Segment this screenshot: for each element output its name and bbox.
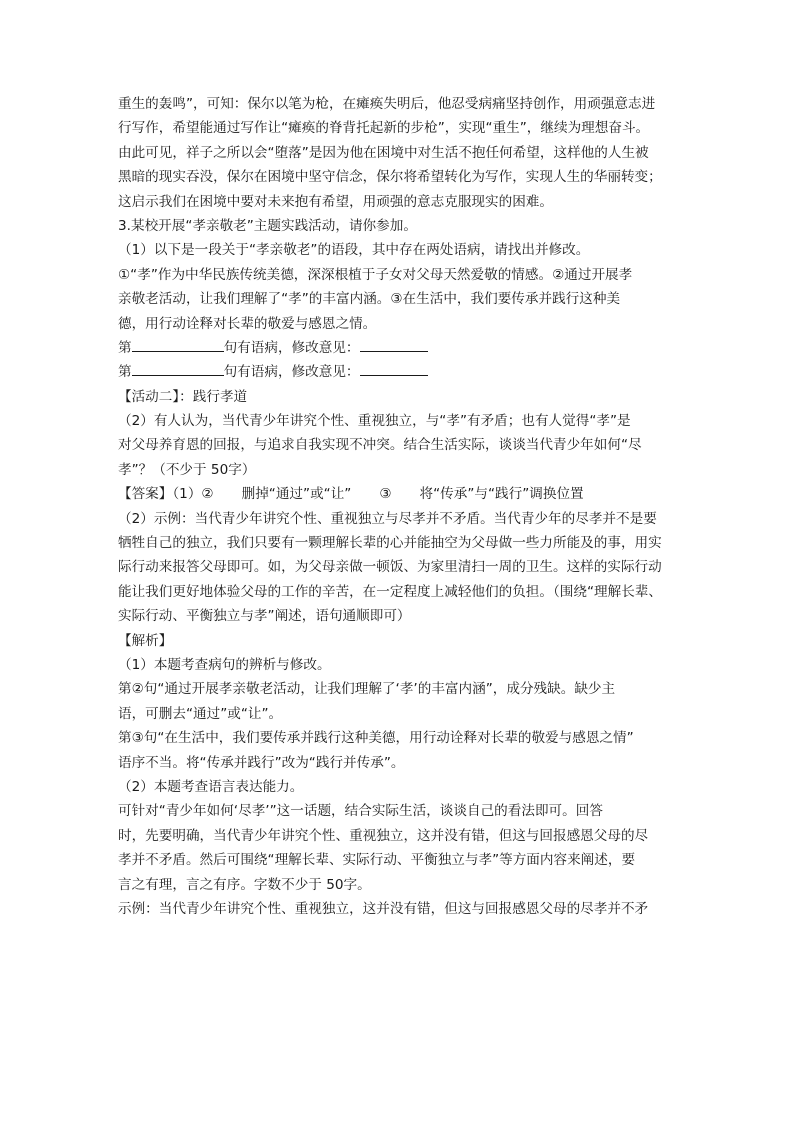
text-line: 语，可删去“通过”或“让”。	[118, 705, 283, 722]
fill-prefix: 第	[118, 339, 132, 356]
text-line: 孝并不矛盾。然后可围绕“理解长辈、实际行动、平衡独立与孝”等方面内容来阐述，要	[118, 852, 636, 869]
text-line: 德，用行动诠释对长辈的敬爱与感恩之情。	[118, 315, 377, 332]
answer-part: 将“传承”与“践行”调换位置	[419, 486, 584, 503]
text-line: 对父母养育恩的回报，与追求自我实现不冲突。结合生活实际，谈谈当代青少年如何“尽	[118, 437, 642, 454]
answer-blank[interactable]	[360, 361, 428, 376]
text-line: ①“孝”作为中华民族传统美德，深深根植于子女对父母天然爱敬的情感。②通过开展孝	[118, 266, 633, 283]
answer-line	[118, 482, 690, 506]
text-line: 由此可见，祥子之所以会“堕落”是因为他在困境中对生活不抱任何希望，这样他的人生被	[118, 144, 649, 161]
answer-blank[interactable]	[132, 337, 224, 352]
text-line: 亲敬老活动，让我们理解了“孝”的丰富内涵。③在生活中，我们要传承并践行这种美	[118, 291, 621, 308]
question-heading: 3.某校开展“孝亲敬老”主题实践活动，请你参加。	[118, 217, 417, 234]
answer-blank[interactable]	[360, 337, 428, 352]
answer-label: 【答案】	[118, 486, 173, 503]
text-line: （2）有人认为，当代青少年讲究个性、重视独立，与“孝”有矛盾；也有人觉得“孝”是	[118, 413, 631, 430]
text-line: 第②句“通过开展孝亲敬老活动，让我们理解了‘孝’的丰富内涵”，成分残缺。缺少主	[118, 681, 616, 698]
text-line: 黑暗的现实吞没，保尔在困境中坚守信念，保尔将希望转化为写作，实现人生的华丽转变；	[118, 169, 662, 186]
fill-middle: 句有语病，修改意见：	[223, 339, 360, 356]
fill-in-line	[118, 336, 690, 360]
text-line: 际行动来报答父母即可。如，为父母亲做一顿饭、为家里清扫一周的卫生。这样的实际行动	[118, 559, 662, 576]
text-line: 语序不当。将“传承并践行”改为“践行并传承”。	[118, 754, 405, 771]
section-heading: 【活动二】：践行孝道	[118, 388, 248, 405]
fill-middle: 句有语病，修改意见：	[223, 364, 360, 381]
fill-in-line	[118, 360, 690, 384]
answer-blank[interactable]	[132, 361, 224, 376]
text-line: （1）本题考查病句的辨析与修改。	[118, 656, 331, 673]
text-line: 牺牲自己的独立，我们只要有一颗理解长辈的心并能抽空为父母做一些力所能及的事，用实	[118, 535, 662, 552]
text-line: 第③句“在生活中，我们要传承并践行这种美德，用行动诠释对长辈的敬爱与感恩之情”	[118, 730, 634, 747]
answer-part: 删掉“通过”或“让”	[241, 486, 352, 503]
text-line: （2）示例：当代青少年讲究个性、重视独立与尽孝并不矛盾。当代青少年的尽孝并不是要	[118, 510, 657, 527]
text-line: 言之有理，言之有序。字数不少于 50字。	[118, 876, 371, 893]
fill-prefix: 第	[118, 364, 132, 381]
answer-part: （1）②	[172, 486, 214, 503]
text-line: 行写作，希望能通过写作让“瘫痪的脊背托起新的步枪”，实现“重生”，继续为理想奋斗。	[118, 120, 650, 137]
text-line: 重生的轰鸣”，可知：保尔以笔为枪，在瘫痪失明后，他忍受病痛坚持创作，用顽强意志进	[118, 96, 656, 112]
text-line: （2）本题考查语言表达能力。	[118, 778, 304, 795]
document-page	[118, 92, 690, 921]
section-heading: 【解析】	[118, 632, 173, 649]
text-line: 时，先要明确，当代青少年讲究个性、重视独立，这并没有错，但这与回报感恩父母的尽	[118, 827, 649, 844]
text-line: 孝”？（不少于 50字）	[118, 461, 256, 478]
text-line: 示例：当代青少年讲究个性、重视独立，这并没有错，但这与回报感恩父母的尽孝并不矛	[118, 900, 649, 917]
text-line: 可针对“青少年如何‘尽孝’”这一话题，结合实际生活，谈谈自己的看法即可。回答	[118, 803, 603, 820]
answer-part: ③	[379, 486, 392, 503]
text-line: 这启示我们在困境中要对未来抱有希望，用顽强的意志克服现实的困难。	[118, 193, 553, 210]
text-line: 能让我们更好地体验父母的工作的辛苦，在一定程度上减轻他们的负担。（围绕“理解长辈、	[118, 583, 662, 600]
text-line: 实际行动、平衡独立与孝”阐述，语句通顺即可）	[118, 608, 411, 625]
text-line: （1）以下是一段关于“孝亲敬老”的语段，其中存在两处语病，请找出并修改。	[118, 242, 590, 259]
